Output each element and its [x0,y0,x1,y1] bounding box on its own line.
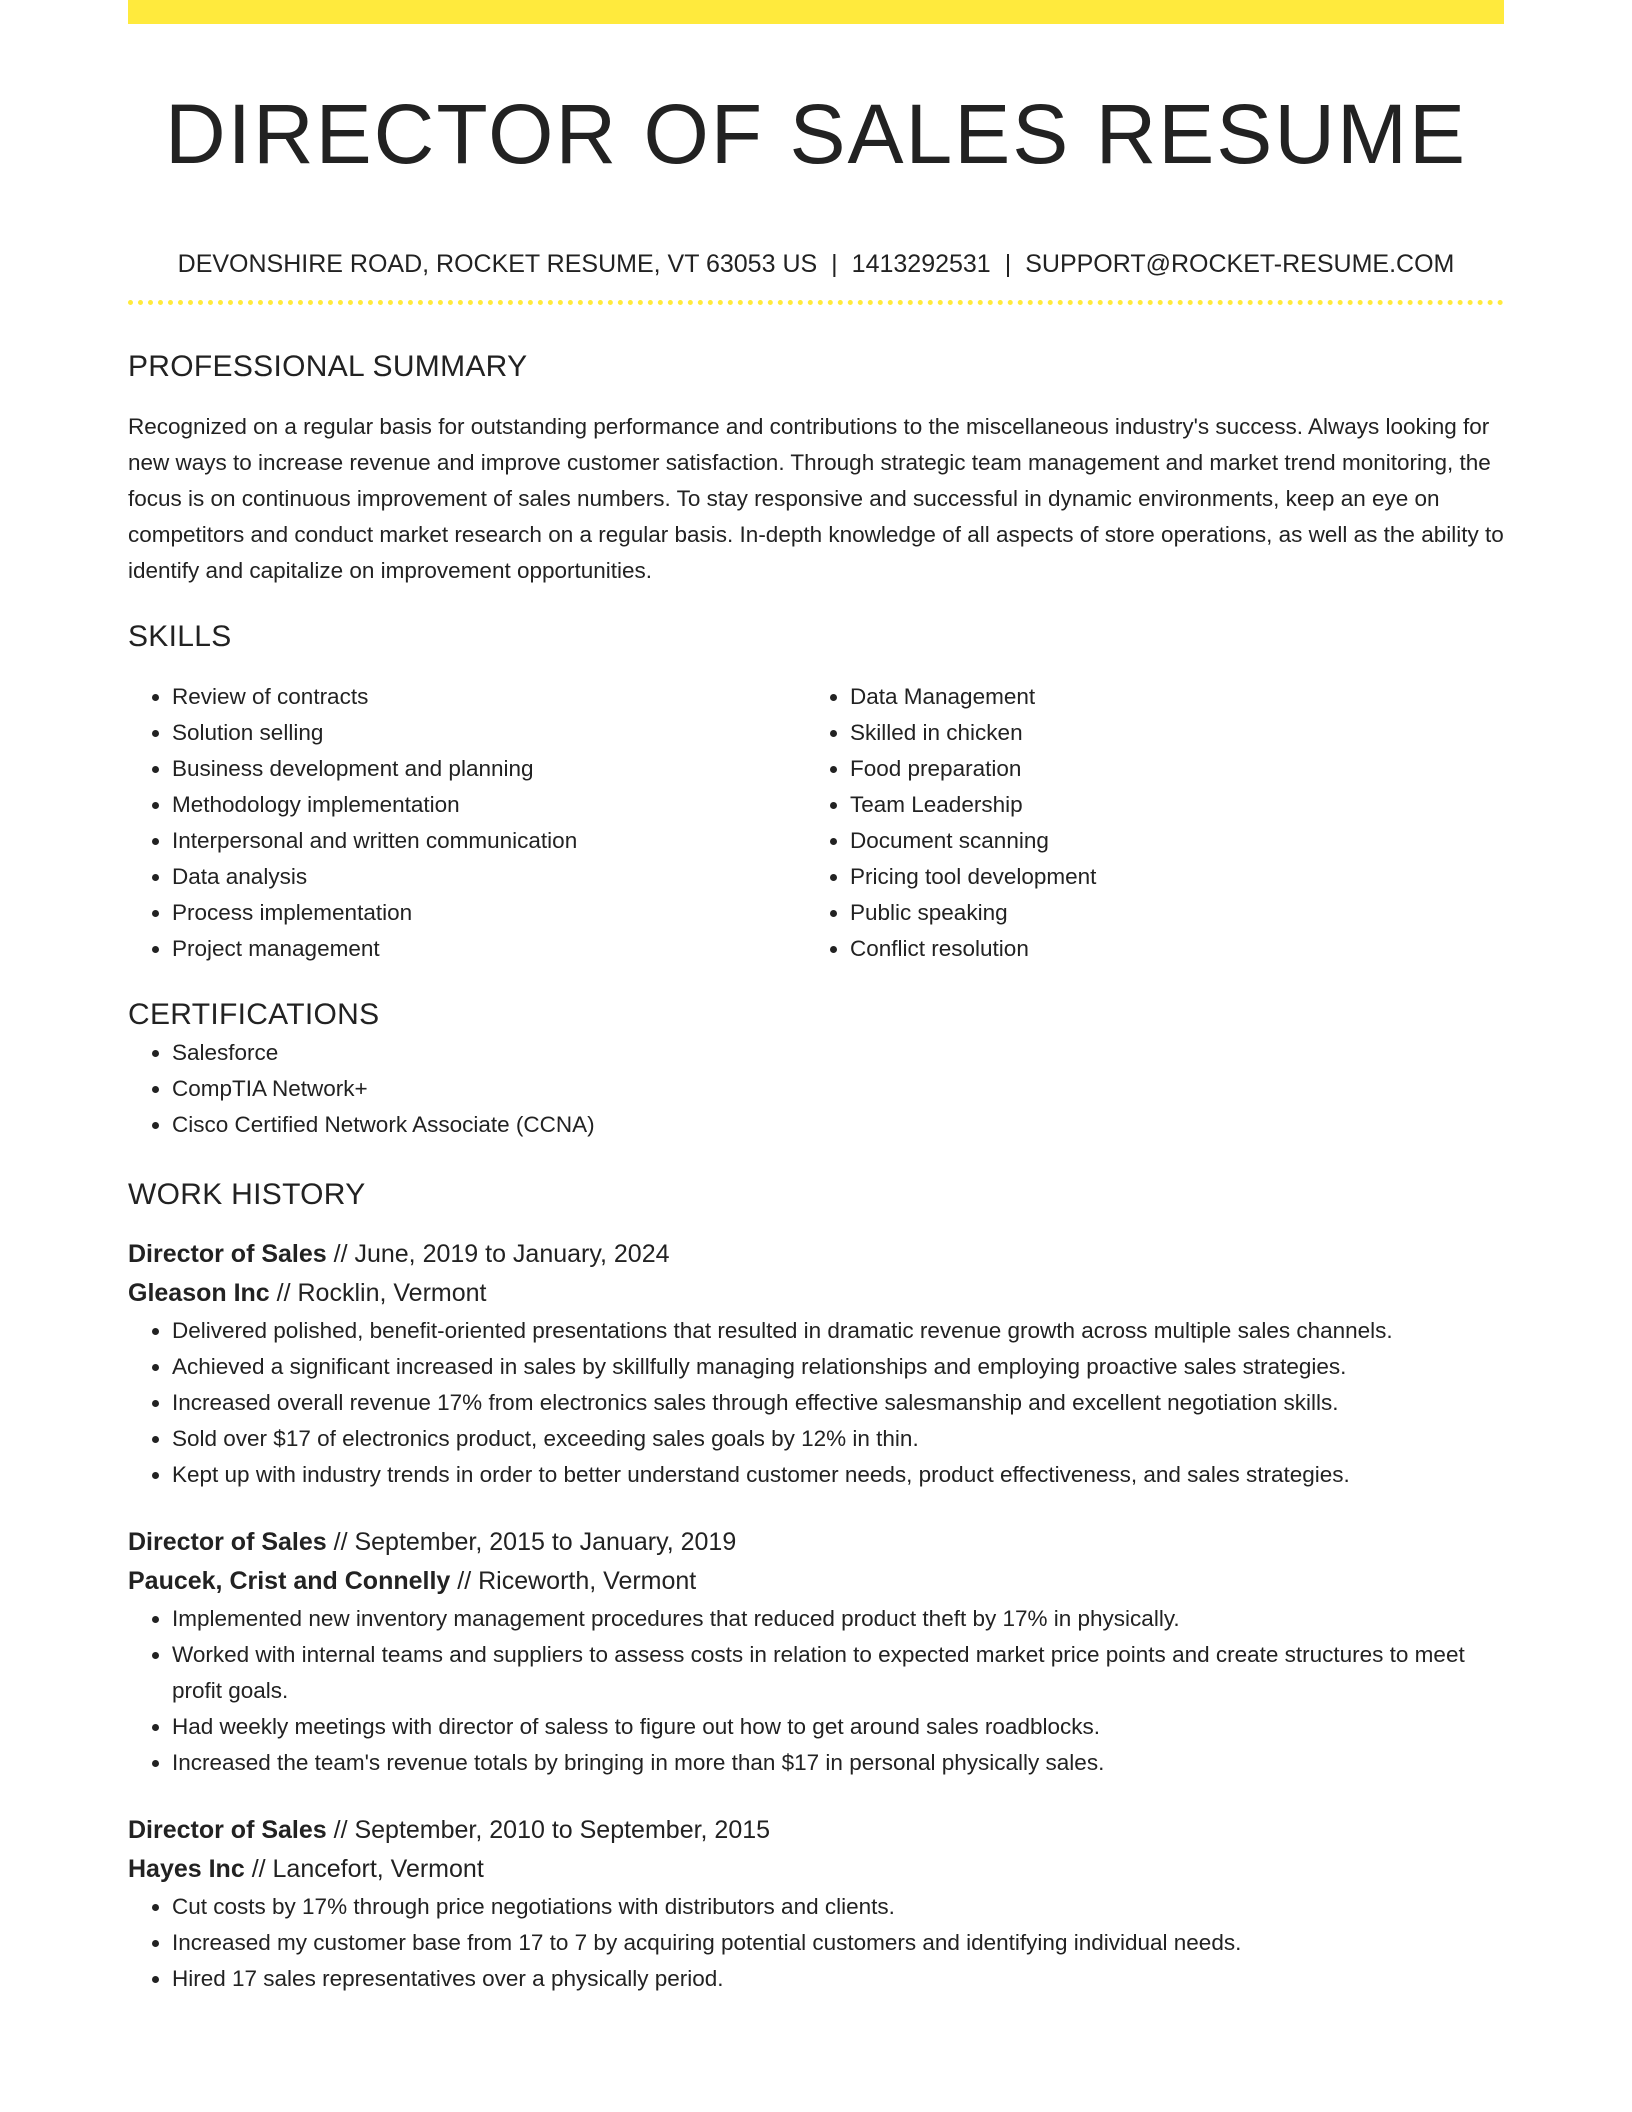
job-bullet: • Achieved a significant increased in sales by skillfully managing relationships and employing proactive sales strategies. [172,1349,1504,1385]
resume-title: DIRECTOR OF SALES RESUME [164,87,1467,181]
job-company-line [128,1562,1504,1601]
certification-item: • Salesforce [172,1035,1504,1071]
job-bullet: • Cut costs by 17% through price negotiations with distributors and clients. [172,1889,1504,1925]
job-bullet: • Increased overall revenue 17% from electronics sales through effective salesmanship and excellent negotiation skills. [172,1385,1504,1421]
skill-item: • Data Management [850,679,1484,715]
job-bullet: • Kept up with industry trends in order to better understand customer needs, product effectiveness, and sales strategies. [172,1457,1504,1493]
skills-columns [128,679,1504,967]
job-company: Paucek, Crist and Connelly [128,1567,451,1595]
contact-separator: | [831,250,838,278]
contact-line [128,248,1504,280]
skills-list-right [806,679,1484,967]
job-bullets [128,1889,1504,1997]
skill-item: • Conflict resolution [850,931,1484,967]
job-company: Gleason Inc [128,1279,270,1307]
contact-address: DEVONSHIRE ROAD, ROCKET RESUME, VT 63053 US [177,250,818,278]
job-location: // Riceworth, Vermont [450,1567,697,1595]
skill-item: • Methodology implementation [172,787,806,823]
job-dates: // September, 2015 to January, 2019 [326,1528,737,1556]
job-entry [128,1811,1504,1997]
skills-heading: SKILLS [128,620,232,653]
skill-item: • Solution selling [172,715,806,751]
job-entry [128,1235,1504,1493]
skill-item: • Process implementation [172,895,806,931]
job-role: Director of Sales [128,1240,327,1268]
job-dates: // June, 2019 to January, 2024 [326,1240,670,1268]
job-bullet: • Sold over $17 of electronics product, exceeding sales goals by 12% in thin. [172,1421,1504,1457]
job-bullet: • Delivered polished, benefit-oriented presentations that resulted in dramatic revenue growth across multiple sales channels. [172,1313,1504,1349]
job-bullets [128,1313,1504,1493]
job-role: Director of Sales [128,1528,327,1556]
contact-email: SUPPORT@ROCKET-RESUME.COM [1025,250,1455,278]
certification-item: • CompTIA Network+ [172,1071,1504,1107]
job-bullet: • Implemented new inventory management procedures that reduced product theft by 17% in physically. [172,1601,1504,1637]
job-company-line [128,1850,1504,1889]
contact-phone: 1413292531 [851,250,991,278]
job-role: Director of Sales [128,1816,327,1844]
job-bullet: • Increased my customer base from 17 to 7 by acquiring potential customers and identifying individual needs. [172,1925,1504,1961]
skill-item: • Interpersonal and written communication [172,823,806,859]
summary-text: Recognized on a regular basis for outstanding performance and contributions to the miscellaneous industry's success. Always looking for new ways to increase revenue and improve customer satisfaction. Through strategic team management and market trend monitoring, the focus is on continuous improvement of sales numbers. To stay responsive and successful in dynamic environments, keep an eye on competitors and conduct market research on a regular basis. In-depth knowledge of all aspects of store operations, as well as the ability to identify and capitalize on improvement opportunities. [128,414,1504,583]
certifications-heading: CERTIFICATIONS [128,998,380,1031]
job-location: // Lancefort, Vermont [244,1855,484,1883]
skill-item: • Skilled in chicken [850,715,1484,751]
job-company: Hayes Inc [128,1855,245,1883]
job-role-line [128,1235,1504,1274]
resume-page [128,0,1504,1997]
contact-separator: | [1004,250,1012,278]
job-role-line [128,1811,1504,1850]
job-company-line [128,1274,1504,1313]
job-bullets [128,1601,1504,1781]
certifications-list [128,1035,1504,1143]
skill-item: • Food preparation [850,751,1484,787]
skill-item: • Document scanning [850,823,1484,859]
job-bullet: • Worked with internal teams and suppliers to assess costs in relation to expected market price points and create structures to meet profit goals. [172,1637,1504,1709]
job-role-line [128,1523,1504,1562]
skill-item: • Project management [172,931,806,967]
skill-item: • Data analysis [172,859,806,895]
skill-item: • Business development and planning [172,751,806,787]
skill-item: • Public speaking [850,895,1484,931]
skill-item: • Team Leadership [850,787,1484,823]
skill-item: • Pricing tool development [850,859,1484,895]
summary-heading: PROFESSIONAL SUMMARY [128,350,528,383]
work-history-heading: WORK HISTORY [128,1178,366,1211]
job-bullet: • Hired 17 sales representatives over a physically period. [172,1961,1504,1997]
job-bullet: • Increased the team's revenue totals by bringing in more than $17 in personal physically sales. [172,1745,1504,1781]
job-entry [128,1523,1504,1781]
dotted-divider [128,300,1504,305]
certification-item: • Cisco Certified Network Associate (CCNA) [172,1107,1504,1143]
job-dates: // September, 2010 to September, 2015 [326,1816,771,1844]
accent-top-bar [128,0,1504,24]
skills-list-left [128,679,806,967]
skill-item: • Review of contracts [172,679,806,715]
job-location: // Rocklin, Vermont [269,1279,487,1307]
job-bullet: • Had weekly meetings with director of saless to figure out how to get around sales roadblocks. [172,1709,1504,1745]
